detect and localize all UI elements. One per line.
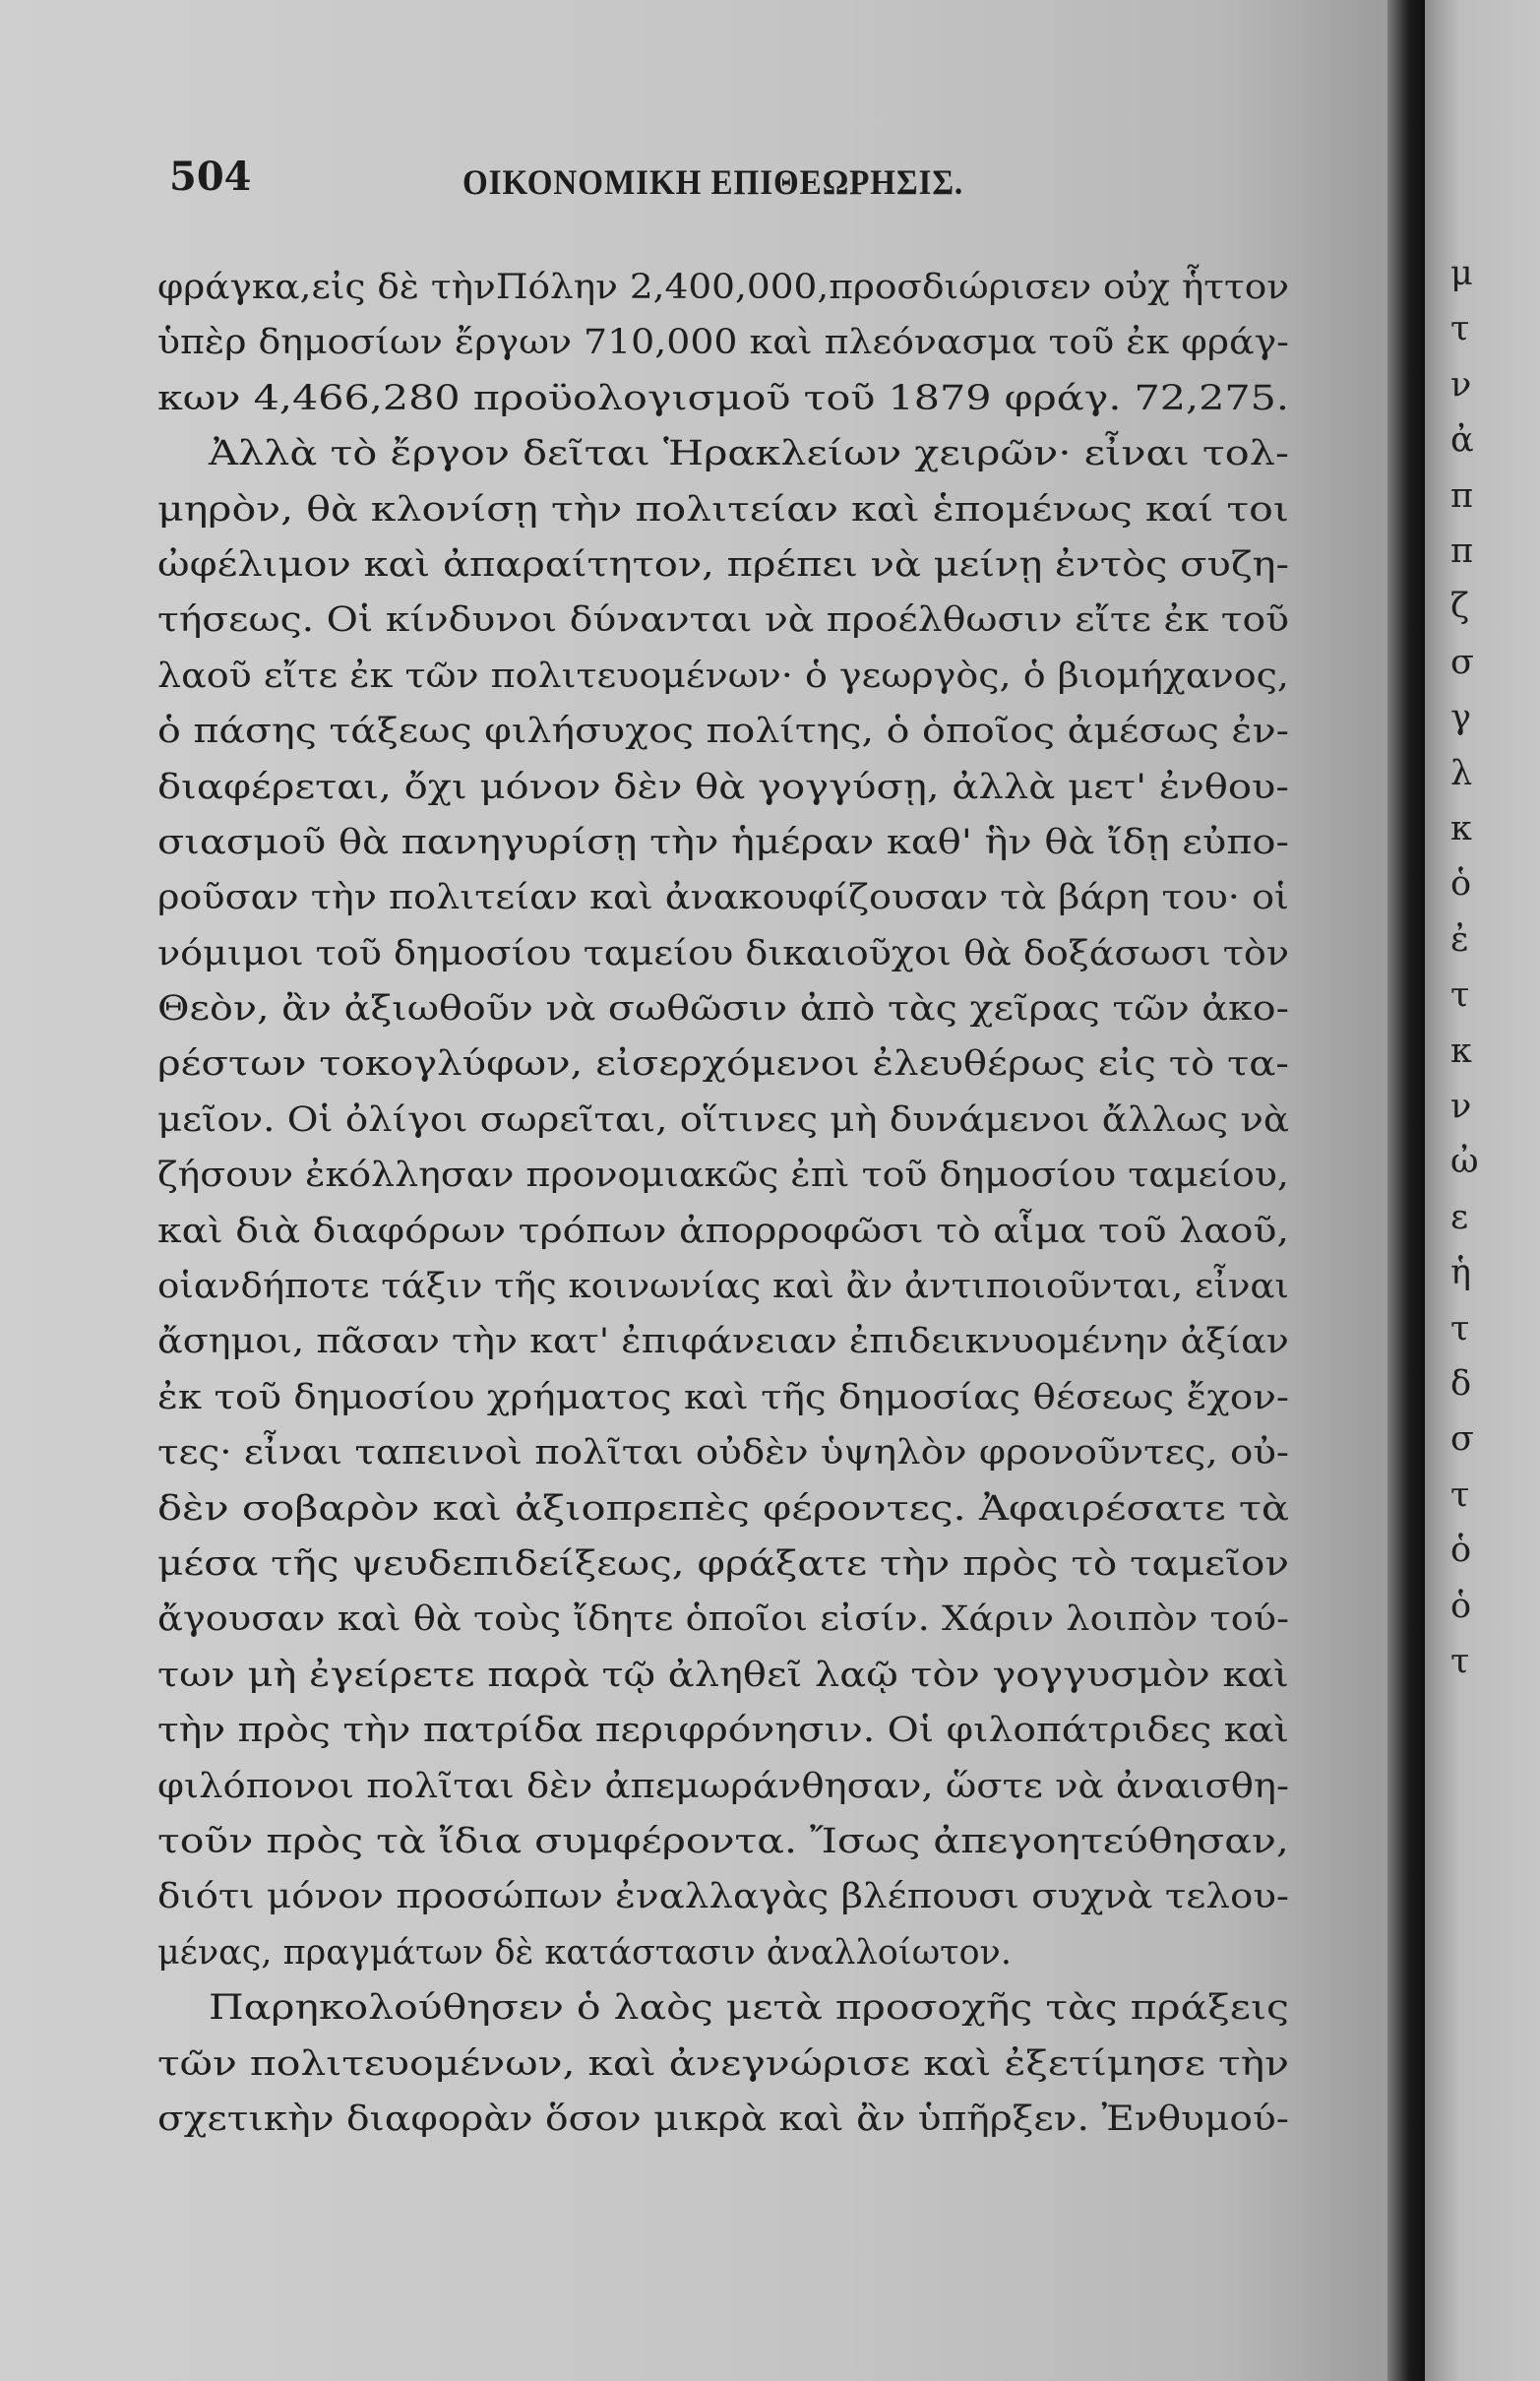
adjacent-page-fragment: σ	[1450, 642, 1474, 682]
text-line-content: νόμιμοι τοῦ δημοσίου ταμείου δικαιοῦχοι θὰ δοξάσωσι τὸν	[157, 933, 1289, 973]
text-line	[157, 1259, 1289, 1314]
page-number: 504	[169, 154, 252, 200]
adjacent-page-fragment: ἐ	[1450, 919, 1469, 960]
text-line-content: ὁ πάσης τάξεως φιλήσυχος πολίτης, ὁ ὁποῖος ἀμέσως ἐν-	[157, 712, 1290, 752]
adjacent-page-fragment: τ	[1450, 309, 1470, 349]
text-line-content: διότι μόνον προσώπων ἐναλλαγὰς βλέπουσι συχνὰ τελου-	[157, 1877, 1290, 1917]
text-line-content: Παρηκολούθησεν ὁ λαὸς μετὰ προσοχῆς τὰς πράξεις	[209, 1988, 1289, 2029]
text-line-content: ἐκ τοῦ δημοσίου χρήματος καὶ τῆς δημοσίας θέσεως ἔχον-	[157, 1377, 1290, 1417]
text-line-content: μένας, πραγμάτων δὲ κατάστασιν ἀναλλοίωτον.	[157, 1932, 1012, 1973]
text-line	[157, 926, 1289, 981]
text-line-content: Θεὸν, ἂν ἀξιωθοῦν νὰ σωθῶσιν ἀπὸ τὰς χεῖρας τῶν ἀκο-	[157, 989, 1290, 1030]
text-line-content: ὠφέλιμον καὶ ἀπαραίτητον, πρέπει νὰ μείνῃ ἐντὸς συζη-	[157, 544, 1289, 585]
text-line-content: μεῖον. Οἱ ὀλίγοι σωρεῖται, οἵτινες μὴ δυνάμενοι ἄλλως νὰ	[157, 1099, 1289, 1140]
text-line	[157, 815, 1289, 870]
adjacent-page-fragment: π	[1450, 475, 1474, 516]
text-line	[157, 260, 1289, 315]
book-gutter	[1387, 0, 1425, 2381]
adjacent-page-fragment: π	[1450, 532, 1474, 571]
text-line-content: ἄσημοι, πᾶσαν τὴν κατ' ἐπιφάνειαν ἐπιδεικνυομένην ἀξίαν	[157, 1322, 1289, 1362]
adjacent-page-fragment: ὠ	[1450, 1142, 1479, 1182]
text-line	[157, 1370, 1289, 1425]
text-line	[157, 426, 1289, 481]
text-line	[157, 1481, 1289, 1536]
adjacent-page-fragment: τ	[1450, 975, 1470, 1016]
text-line	[157, 981, 1289, 1036]
text-line	[157, 1148, 1289, 1203]
text-line-content: ζήσουν ἐκόλλησαν προνομιακῶς ἐπὶ τοῦ δημοσίου ταμείου,	[157, 1156, 1289, 1196]
text-line-content: φιλόπονοι πολῖται δὲν ἀπεμωράνθησαν, ὥστε νὰ ἀναισθη-	[157, 1766, 1290, 1806]
text-line	[157, 1703, 1289, 1758]
text-line-content: οἱανδήποτε τάξιν τῆς κοινωνίας καὶ ἂν ἀντιποιοῦνται, εἶναι	[157, 1267, 1290, 1307]
text-line	[157, 593, 1289, 648]
text-line-content: κων 4,466,280 προϋολογισμοῦ τοῦ 1879 φράγ. 72,275.	[157, 378, 1290, 418]
text-line	[157, 537, 1289, 593]
text-line-content: λαοῦ εἴτε ἐκ τῶν πολιτευομένων· ὁ γεωργὸς, ὁ βιομήχανος,	[157, 656, 1289, 696]
text-line-content: τες· εἶναι ταπεινοὶ πολῖται οὐδὲν ὑψηλὸν φρονοῦντες, οὐ-	[157, 1433, 1290, 1473]
adjacent-page-fragment: κ	[1450, 1031, 1472, 1071]
adjacent-page-fragment: ὁ	[1450, 1586, 1472, 1626]
text-line	[157, 1314, 1289, 1369]
text-line	[157, 2092, 1289, 2147]
body-text	[157, 260, 1289, 2147]
text-line-content: ὑπὲρ δημοσίων ἔργων 710,000 καὶ πλεόνασμα τοῦ ἐκ φράγ-	[157, 323, 1289, 363]
text-line	[157, 649, 1289, 704]
text-line-content: ἄγουσαν καὶ θὰ τοὺς ἴδητε ὁποῖοι εἰσίν. Χάριν λοιπὸν τού-	[157, 1599, 1290, 1640]
running-head: ΟΙΚΟΝΟΜΙΚΗ ΕΠΙΘΕΩΡΗΣΙΣ.	[462, 162, 964, 202]
text-line-content: σιασμοῦ θὰ πανηγυρίσῃ τὴν ἡμέραν καθ' ἣν θὰ ἴδῃ εὐπο-	[157, 822, 1289, 862]
text-line-content: τήσεως. Οἱ κίνδυνοι δύνανται νὰ προέλθωσιν εἴτε ἐκ τοῦ	[157, 600, 1290, 641]
text-line	[157, 1536, 1289, 1592]
text-line-content: τοῦν πρὸς τὰ ἴδια συμφέροντα. Ἴσως ἀπεγοητεύθησαν,	[157, 1821, 1289, 1861]
adjacent-page-fragment: ὁ	[1450, 1531, 1472, 1571]
text-line	[157, 1980, 1289, 2036]
adjacent-page-fragment: ν	[1450, 364, 1472, 405]
text-line	[157, 1036, 1289, 1092]
text-line	[157, 1814, 1289, 1869]
text-line	[157, 1869, 1289, 1924]
text-line-content: διαφέρεται, ὄχι μόνον δὲν θὰ γογγύσῃ, ἀλλὰ μετ' ἐνθου-	[157, 767, 1289, 807]
text-line	[157, 1648, 1289, 1703]
text-line-content: μέσα τῆς ψευδεπιδείξεως, φράξατε τὴν πρὸς τὸ ταμεῖον	[157, 1543, 1290, 1584]
text-line-content: φράγκα,εἰς δὲ τὴνΠόλην 2,400,000,προσδιώρισεν οὐχ ἧττον	[157, 268, 1290, 307]
text-line	[157, 704, 1289, 759]
adjacent-page-fragment: λ	[1450, 753, 1473, 793]
adjacent-page-fragment: δ	[1450, 1364, 1472, 1404]
text-line-content: καὶ διὰ διαφόρων τρόπων ἀπορροφῶσι τὸ αἷμα τοῦ λαοῦ,	[157, 1211, 1290, 1251]
text-line-content: τὴν πρὸς τὴν πατρίδα περιφρόνησιν. Οἱ φιλοπάτριδες καὶ	[157, 1711, 1290, 1751]
adjacent-page-edge	[1425, 0, 1540, 2381]
text-line-content: μηρὸν, θὰ κλονίσῃ τὴν πολιτείαν καὶ ἑπομένως καί τοι	[157, 489, 1289, 530]
adjacent-page-fragment: ἡ	[1450, 1253, 1471, 1293]
text-line	[157, 1425, 1289, 1480]
adjacent-page-fragment: τ	[1450, 1308, 1470, 1348]
adjacent-page-fragment: ζ	[1450, 587, 1469, 627]
adjacent-page-fragment: γ	[1450, 698, 1471, 738]
text-line	[157, 2036, 1289, 2092]
text-line-content: Ἀλλὰ τὸ ἔργον δεῖται Ἡρακλείων χειρῶν· εἶναι τολ-	[209, 434, 1289, 474]
text-line	[157, 371, 1289, 426]
text-line-content: ροῦσαν τὴν πολιτείαν καὶ ἀνακουφίζουσαν τὰ βάρη του· οἱ	[157, 878, 1290, 918]
text-line-content: δὲν σοβαρὸν καὶ ἀξιοπρεπὲς φέροντες. Ἀφαιρέσατε τὰ	[157, 1488, 1289, 1529]
adjacent-page-fragment: ἀ	[1450, 420, 1474, 461]
text-line	[157, 315, 1289, 370]
adjacent-page-fragment: ν	[1450, 1087, 1472, 1126]
adjacent-page-fragment: ὁ	[1450, 864, 1472, 905]
text-line	[157, 760, 1289, 815]
text-line	[157, 482, 1289, 537]
text-line	[157, 1759, 1289, 1814]
text-line	[157, 1592, 1289, 1647]
adjacent-page-fragment: τ	[1450, 1642, 1470, 1681]
adjacent-page-fragment: κ	[1450, 809, 1472, 848]
page-header	[0, 148, 1387, 217]
text-line-content: σχετικὴν διαφορὰν ὅσον μικρὰ καὶ ἂν ὑπῆρξεν. Ἐνθυμού-	[157, 2099, 1289, 2139]
text-line-content: των μὴ ἐγείρετε παρὰ τῷ ἀληθεῖ λαῷ τὸν γογγυσμὸν καὶ	[157, 1655, 1289, 1695]
text-line-content: τῶν πολιτευομένων, καὶ ἀνεγνώρισε καὶ ἐξετίμησε τὴν	[157, 2043, 1289, 2084]
adjacent-page-fragment: τ	[1450, 1474, 1470, 1515]
text-line	[157, 1925, 1289, 1980]
adjacent-page-fragment: μ	[1450, 254, 1473, 293]
adjacent-page-fragment: ε	[1450, 1197, 1469, 1237]
adjacent-page-fragment: σ	[1450, 1419, 1474, 1460]
text-line	[157, 1204, 1289, 1259]
text-line-content: ρέστων τοκογλύφων, εἰσερχόμενοι ἐλευθέρως εἰς τὸ τα-	[157, 1044, 1290, 1085]
text-line	[157, 870, 1289, 925]
text-line	[157, 1093, 1289, 1148]
